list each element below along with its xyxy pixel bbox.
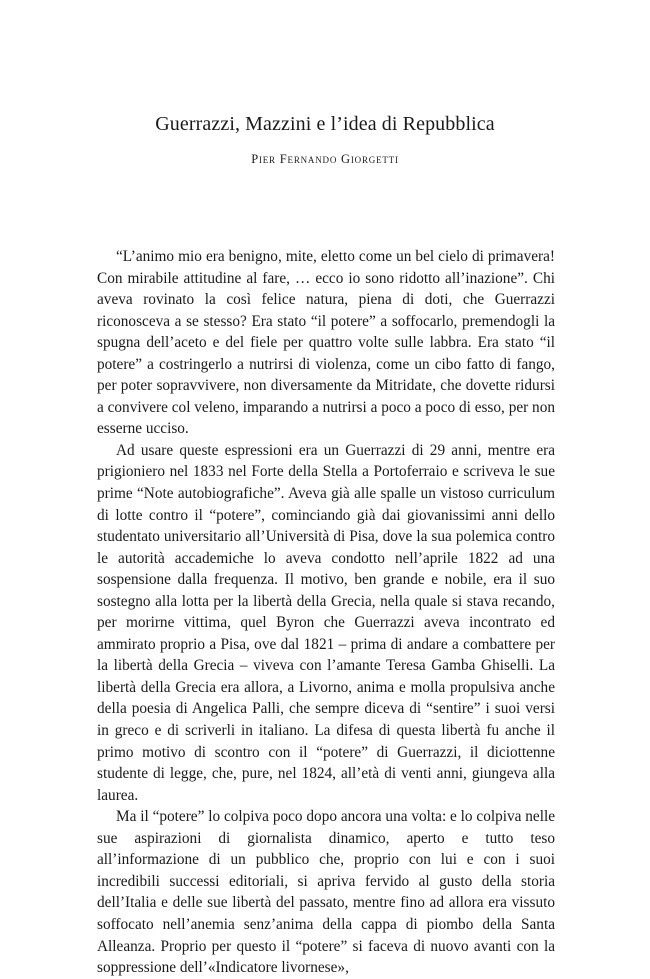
article-title: Guerrazzi, Mazzini e l’idea di Repubblica [155,113,495,135]
body-paragraph: Ad usare queste espressioni era un Guerrazzi di 29 anni, mentre era prigioniero nel 1833 nel Forte della Stella a Portoferraio e scriveva le sue prime “Note autobiografiche”. Aveva già alle spalle un vistoso curriculum di lotte contro il “potere”, cominciando già dai giovanissimi anni dello studentato universitario all’Università di Pisa, dove la sua polemica contro le autorità accademiche lo aveva condotto nell’aprile 1822 ad una sospensione dalla frequenza. Il motivo, ben grande e nobile, era il suo sostegno alla lotta per la libertà della Grecia, nella quale si stava recando, per morirne vittima, quel Byron che Guerrazzi aveva incontrato ed ammirato proprio a Pisa, ove dal 1821 – prima di andare a combattere per la libertà della Grecia – viveva con l’amante Teresa Gamba Ghiselli. La libertà della Grecia era allora, a Livorno, anima e molla propulsiva anche della poesia di Angelica Palli, che sempre diceva di “sentire” i suoi versi in greco e di scriverli in italiano. La difesa di questa libertà fu anche il primo motivo di scontro con il “potere” di Guerrazzi, il diciottenne studente di legge, che, pure, nel 1824, all’età di venti anni, giungeva alla laurea. [97,441,555,804]
body-paragraph: “L’animo mio era benigno, mite, eletto come un bel cielo di primavera! Con mirabile attitudine al fare, … ecco io sono ridotto all’inazione”. Chi aveva rovinato la così felice natura, piena di doti, che Guerrazzi riconosceva a se stesso? Era stato “il potere” a soffocarlo, premendogli la spugna dell’aceto e del fiele per quattro volte sulle labbra. Era stato “il potere” a costringerlo a nutrirsi di violenza, come un cibo fatto di fango, per poter sopravvivere, non diversamente da Mitridate, che dovette ridursi a convivere col veleno, imparando a nutrirsi a poco a poco di esso, per non esserne ucciso. [97,248,555,438]
article-body [97,246,555,979]
body-paragraph: Ma il “potere” lo colpiva poco dopo ancora una volta: e lo colpiva nelle sue aspirazioni di giornalista dinamico, aperto e tutto teso all’informazione di un pubblico che, proprio con lui e con i suoi incredibili successi editoriali, si apriva fervido al gusto della storia dell’Italia e delle sue libertà del passato, mentre fino ad allora era vissuto soffocato nell’anemia senz’anima della cappa di piombo della Santa Alleanza. Proprio per questo il “potere” si faceva di nuovo avanti con la soppressione dell’«Indicatore livornese», [97,808,555,977]
article-author: Pier Fernando Giorgetti [251,152,399,166]
